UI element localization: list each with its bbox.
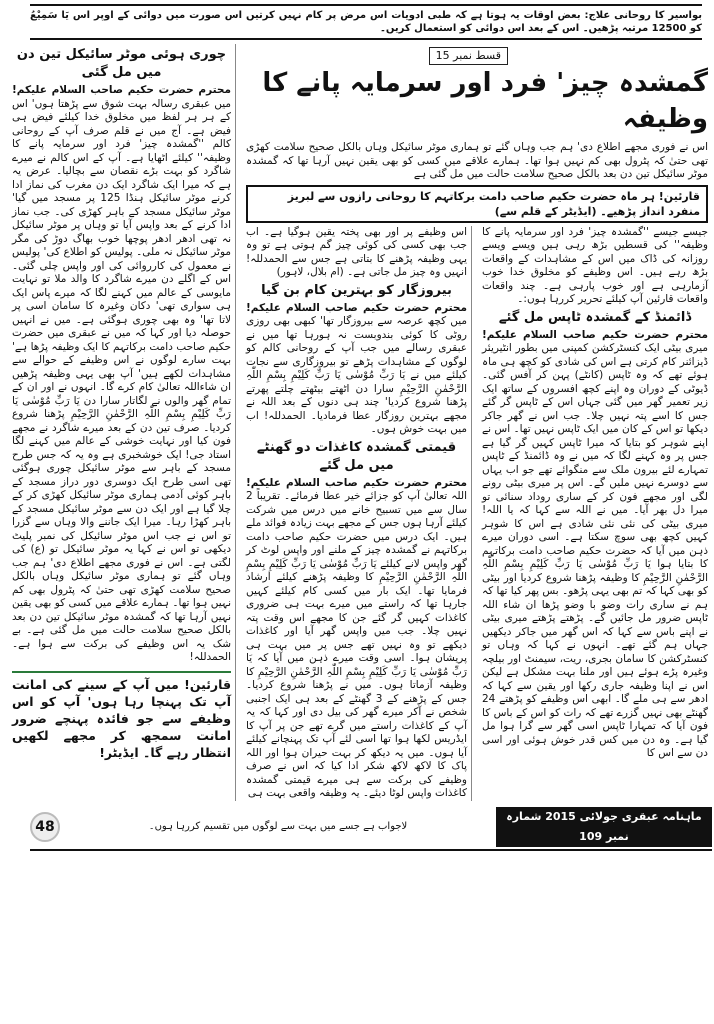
closing-note: قارئین! میں آپ کے سینے کی امانت آپ تک پہنچا رہا ہوں' آپ کو اس وظیفے سے جو فائدہ پہنچے ضرور امانت سمجھ کر مجھے لکھیں انتظار رہے گا۔ ایڈیٹر! [12,671,231,761]
middle-lead-1: محترم حضرت حکیم صاحب السلام علیکم! [246,301,467,314]
article-title: گمشدہ چیز' فرد اور سرمایہ پانے کا وظیفہ [262,68,708,134]
magazine-issue-label: ماہنامہ عبقری جولائی 2015 شمارہ نمبر 109 [496,807,712,847]
left-lead: محترم حضرت حکیم صاحب السلام علیکم! [12,84,231,96]
feature-columns [246,226,708,801]
middle-heading-1: بیروزگار کو بہترین کام بن گیا [261,282,452,298]
page-number: 48 [30,812,60,842]
right-column [482,226,708,801]
right-heading: ڈائمنڈ کے گمشدہ ٹاپس مل گئے [498,309,692,325]
middle-body-1: میں کچھ عرصہ سے بیروزگار تھا' کبھی بھی روزی روٹی کا کوئی بندوبست نہ ہورہا تھا میں نے عبقری رسالے میں جب آپ کے روحانی کالم کو لوگوں کے مشاہدات پڑھے تو بیروزگاری سے نجات کیلئے میں نے یَا رَبِّ مُوْسٰی یَا رَبِّ کَلِیْمِ بِسْمِ اللّٰہِ الرَّحْمٰنِ الرَّحِیْمِ سارا دن اٹھتے بیٹھتے چلتے پھرتے پڑھنا شروع کردیا' چند ہی دنوں کے بعد اللہ نے مجھے بہترین روزگار عطا فرمادیا۔ الحمدللہ! اب میں بہت خوش ہوں۔ [246,315,467,435]
middle-column [246,226,472,801]
left-heading: چوری ہوئی موٹر سائیکل تین دن میں مل گئی [16,47,227,80]
middle-body-2: اللہ تعالیٰ آپ کو جزائے خیر عطا فرمائے۔ تقریباً 2 سال سے میں تسبیح خانے میں درس میں شرکت کیلئے آرہا ہوں جس کے مجھے بہت زیادہ فوائد ملے ہیں۔ ایک درس میں حضرت حکیم صاحب دامت برکاتہم نے گمشدہ چیز کے ملنے اور واپس لوٹ کر گھر واپس لانے کیلئے یَا رَبِّ مُوْسٰی یَا رَبِّ کَلِیْمِ بِسْمِ اللّٰہِ الرَّحْمٰنِ الرَّحِیْمِ کا وظیفہ پڑھنے کیلئے ارشاد فرمایا تھا۔ ایک بار میں کسی کام کیلئے کہیں جارہا تھا کہ راستے میں میرے بہت ہی ضروری کاغذات کہیں گر گئے جن کا مجھے اس وقت پتہ نہیں چلا۔ جب میں واپس گھر آیا اور کاغذات دیکھے تو وہ نہیں تھے جس پر میں بہت ہی پریشان ہوا۔ اسی وقت میرے ذہن میں آیا کہ یَا رَبِّ مُوْسٰی یَا رَبِّ کَلِیْمِ بِسْمِ اللّٰہِ الرَّحْمٰنِ الرَّحِیْمِ کا وظیفہ آزماتا ہوں۔ میں نے پڑھنا شروع کردیا۔ جس کے پڑھنے کے 3 گھنٹے کے بعد ہی ایک اجنبی شخص نے آکر میرے گھر کی بیل دی اور کہا کہ یہ آپ کے کاغذات راستے میں گرے تھے جن پر آپ کا ایڈریس لکھا ہوا تھا اسی لئے آپ تک پہنچانے کیلئے آیا ہوں۔ میں یہ دیکھ کر بہت حیران ہوا اور اللہ پاک کا لاکھ لاکھ شکر ادا کیا کہ اس نے صرف وظیفے کی برکت سے ہی میرے قیمتی گمشدہ کاغذات واپس لوٹا دیئے۔ یہ وظیفہ واقعی بہت ہی [246,490,467,799]
left-body: میں عبقری رسالہ بہت شوق سے پڑھتا ہوں' اس کے ہر ہر لفظ میں مخلوق خدا کیلئے فیض ہی فیض ہے۔ آج میں نے قلم صرف آپ کے روحانی کالم ''گمشدہ چیز' فرد اور سرمایہ پانے کا وظیفہ'' کیلئے اٹھایا ہے۔ آپ کے اس کالم نے میرے شاگرد کو بہت بڑے نقصان سے بچالیا۔ عرض یہ ہے کہ میرا ایک شاگرد ایک دن مغرب کی نماز ادا کرنے موٹر سائیکل ہنڈا 125 پر مسجد میں گیا' موٹر سائیکل مسجد کے باہر کھڑی کی۔ جب نماز ادا کرنے کے بعد واپس آیا تو وہاں پر موٹر سائیکل نہ تھی ادھر ادھر پوچھا خوب بھاگ دوڑ کی مگر موٹر سائیکل نہ ملی۔ پولیس کو اطلاع کی' پولیس نے معمول کی کارروائی کی اور واپس چلی گئی۔ اس کے اگلے دن میرے شاگرد کا والد ملا تو نہایت مایوسی کے عالم میں کہنے لگا کہ میرے پاس ایک ہی سواری تھی' دکان وغیرہ کا سامان اسی پر لاتا تھا' وہ بھی چوری ہوگئی ہے۔ میں نے انہیں حوصلہ دیا اور کہا کہ میں نے عبقری میں حضرت حکیم صاحب دامت برکاتہم کا ایک وظیفہ پڑھا ہے' بہت سارے لوگوں نے اس وظیفے کے حوالے سے مشاہدات لکھے ہیں' آپ بھی یہی وظیفہ پڑھیں ان شاءاللہ تعالیٰ کام کرے گا۔ انہوں نے اور ان کے تمام گھر والوں نے لگاتار سارا دن یَا رَبِّ مُوْسٰی یَا رَبِّ کَلِیْمِ بِسْمِ اللّٰہِ الرَّحْمٰنِ الرَّحِیْمِ پڑھنا شروع کردیا۔ صرف تین دن کے بعد میرے شاگرد نے مجھے فون کیا اور نہایت خوشی کے عالم میں کہنے لگا استاد جی! ایک خوشخبری ہے وہ یہ کہ جس طرح مسجد کے باہر سے موٹر سائیکل چوری ہوگئی تھی اسی طرح ایک دوسری دور دراز مسجد کے باہر کوئی آدمی ہماری موٹر سائیکل کھڑی کر کے چلا گیا ہے اور ایک دن سے موٹر سائیکل مسجد کے باہر کھڑا رہا۔ میرا ایک جاننے والا وہاں سے گزرا تو اس نے جب اس موٹر سائیکل کی نمبر پلیٹ دیکھی تو اس نے کہا یہ موٹر سائیکل تو (ع) کی لگتی ہے۔ اس نے فوری مجھے اطلاع دی' ہم جب وہاں گئے تو ہماری موٹر سائیکل وہاں بالکل صحیح سلامت کھڑی تھی حتیٰ کہ پٹرول بھی کم نہیں ہوا تھا۔ ہمارے علاقے میں کسی کو بھی یقین نہیں آرہا تھا کہ گمشدہ موٹر سائیکل تین دن بعد بالکل صحیح سلامت حالت میں مل گئی ہے۔ بے شک یہ اس وظیفے کی برکت سے ہوا ہے۔ الحمدللہ! [12,97,231,663]
page-body [0,40,714,801]
middle-lead-2: محترم حضرت حکیم صاحب السلام علیکم! [246,476,467,489]
footer-continuation: لاجواب ہے جسے میں بہت سے لوگوں میں تقسیم کررہا ہوں۔ [148,820,408,832]
right-opening: جیسے جیسے ''گمشدہ چیز' فرد اور سرمایہ پانے کا وظیفہ'' کی قسطیں بڑھ رہی ہیں ویسے ویسے روزانہ کی ڈاک میں اس کے مشاہدات کے واقعات بڑھ رہے ہیں۔ اس وظیفے کو مخلوق خدا خوب آزمارہی ہے اور خوب پارہی ہے۔ چند واقعات واقعات قارئین آپ کیلئے تحریر کررہا ہوں:۔ [482,225,708,305]
left-column [12,44,236,801]
top-note: بواسیر کا روحانی علاج: بعض اوقات یہ ہوتا ہے کہ طبی ادویات اس مرض پر کام نہیں کرتیں اس صورت میں دوائی کے اوپر اس یَا سَمِیْعُ کو 12500 مرتبہ پڑھیں۔ اس کے بعد اس دوائی کو استعمال کریں۔ [30,10,702,34]
middle-opening: اس وظیفے پر اور بھی پختہ یقین ہوگیا ہے۔ اب جب بھی کسی کی کوئی چیز گم ہوتی ہے تو وہ یہی وظیفہ پڑھنے کا بتاتی ہے جس سے الحمدللہ! انہیں وہ چیز مل جاتی ہے۔ (ام بلال، لاہور) [246,225,467,278]
episode-label: قسط نمبر 15 [429,47,508,65]
middle-heading-2: قیمتی گمشدہ کاغذات دو گھنٹے میں مل گئے [256,439,457,473]
right-lead: محترم حضرت حکیم صاحب السلام علیکم! [482,328,708,341]
editor-box: قارئین! ہر ماہ حضرت حکیم صاحب دامت برکاتہم کا روحانی رازوں سے لبریز منفرد انداز پڑھیے۔ (ایڈیٹر کے قلم سے) [246,185,708,223]
feature-area [246,44,708,801]
right-body: میری بیٹی ایک کنسٹرکشن کمپنی میں بطور انٹیریئر ڈیزائنر کام کرتی ہے اس کی شادی کو کچھ ہی ماہ ہوئے تھے کہ وہ ٹاپس (کانٹے) پہن کر آفس گئی۔ ڈیوٹی کے دوران وہ اپنے کچھ افسروں کے ساتھ ایک زیر تعمیر گھر میں گئی جہاں اس کے ٹاپس گر گئے جس کا اسے پتہ نہیں چلا۔ جب اس نے گھر جاکر دیکھا تو اس کے کان میں ایک ٹاپس نہیں تھا۔ اس نے اپنے شوہر کو بتایا کہ میرا ٹاپس کہیں گر گیا ہے جس پر وہ کہنے لگا کہ میں نے وہ ڈائمنڈ کے ٹاپس تمہارے لئے بیرون ملک سے منگوائے تھے جو اب یہاں سے دوسرے نہیں ملیں گے۔ اس پر میری بیٹی رونے لگی اور مجھے فون کر کے ساری روداد سنائی تو میرا دل بھر آیا۔ میں نے اللہ سے کہا کہ یا اللہ! میری بیٹی کی نئی نئی شادی ہے اس کا شوہر کہیں کچھ بھی سوچ سکتا ہے۔ اسی دوران میرے ذہن میں آیا کہ حضرت حکیم صاحب دامت برکاتہم کا بتایا ہوا یَا رَبِّ مُوْسٰی یَا رَبِّ کَلِیْمِ بِسْمِ اللّٰہِ الرَّحْمٰنِ الرَّحِیْمِ کا وظیفہ پڑھنا شروع کردیا اور بیٹی کو بھی کہا کہ تم بھی یہی پڑھو۔ بس پھر کیا تھا کہ ہم نے ساری رات وضو با وضو پڑھا ان شاء اللہ ٹاپس ضرور مل جائیں گے۔ پڑھتے پڑھتے میری بیٹی نے اپنے باس سے کہا کہ اس گھر میں جاکر دیکھیں جہاں ہم گئے تھے۔ انہوں نے کہا کہ وہاں تو کنسٹرکشن کا سامان بجری، ریت، سیمنٹ اور بیلچہ وغیرہ پڑے ہوئے ہیں اور ملنا بہت مشکل ہے لیکن اس نے اپنا وظیفہ جاری رکھا اور یقین سے کہا کہ ادھر سے ہی ملے گا۔ ابھی اس وظیفے کو پڑھتے 24 گھنٹے بھی نہیں گزرے تھے کہ رات کو اس کے باس کا فون آیا کہ تمہارا ٹاپس اسی گھر سے گرا ہوا مل گیا ہے۔ وہ دن میں کس قدر خوش ہوئی اور اسی دن سے اس کا [482,342,708,759]
footer [30,807,712,851]
intro-text: اس نے فوری مجھے اطلاع دی' ہم جب وہاں گئے تو ہماری موٹر سائیکل وہاں بالکل صحیح سلامت کھڑی تھی حتیٰ کہ پٹرول بھی کم نہیں ہوا تھا۔ ہمارے علاقے میں کسی کو بھی یقین نہیں آرہا تھا کہ گمشدہ موٹر سائیکل تین دن بعد بالکل صحیح سلامت حالت میں مل گئی ہے [246,141,708,180]
